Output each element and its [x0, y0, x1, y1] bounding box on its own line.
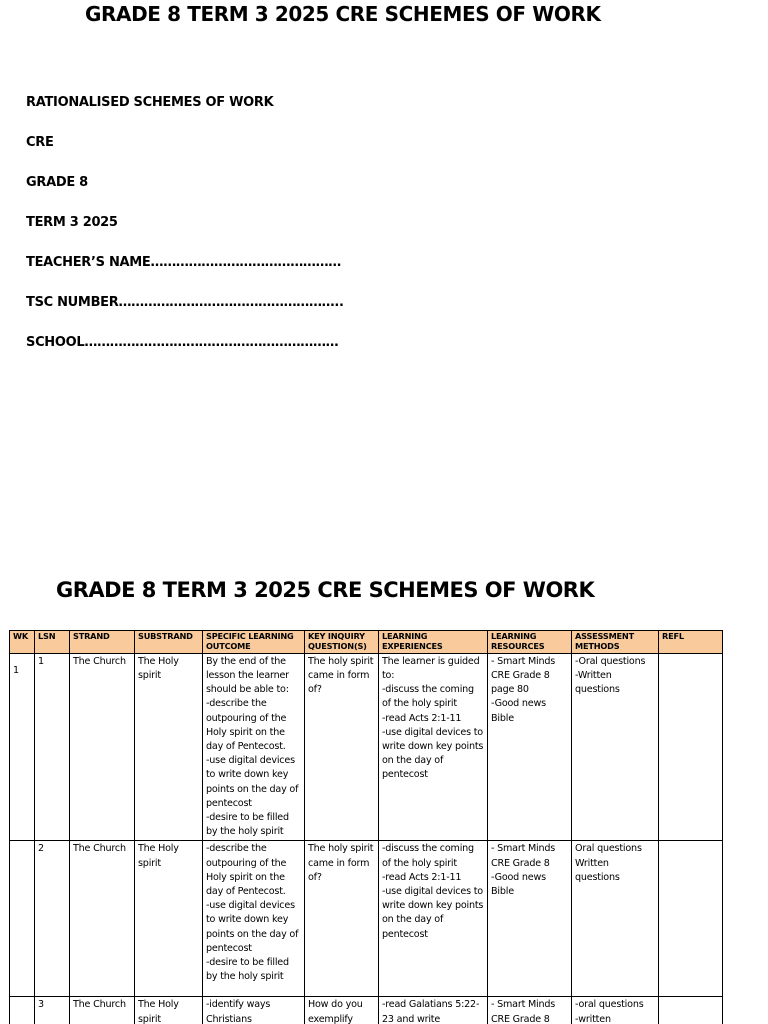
cell-strand: The Church — [70, 653, 135, 841]
table-title: GRADE 8 TERM 3 2025 CRE SCHEMES OF WORK — [56, 578, 595, 602]
cell-lsn: 1 — [35, 653, 70, 841]
week-number: 1 — [13, 664, 19, 676]
cell-experiences: -discuss the coming of the holy spirit -read Acts 2:1-11 -use digital devices to write down key points on the day of pentecost — [379, 841, 488, 997]
cell-experiences: The learner is guided to: -discuss the coming of the holy spirit -read Acts 2:1-11 -use digital devices to write down key points on the day of pentecost — [379, 653, 488, 841]
cell-substrand: The Holy spirit — [135, 653, 203, 841]
cell-resources: - Smart Minds CRE Grade 8 page 80 -Good news Bible — [488, 653, 572, 841]
cell-wk — [10, 997, 35, 1024]
cell-strand: The Church — [70, 997, 135, 1024]
table-row — [10, 653, 723, 841]
cell-substrand: The Holy spirit — [135, 841, 203, 997]
table-row — [10, 841, 723, 997]
cover-grade: GRADE 8 — [26, 175, 88, 190]
table-header-row — [10, 631, 723, 654]
col-header-strand: STRAND — [70, 631, 135, 654]
cell-resources: - Smart Minds CRE Grade 8 -Good news Bible — [488, 841, 572, 997]
page-title: GRADE 8 TERM 3 2025 CRE SCHEMES OF WORK — [85, 2, 601, 26]
cell-strand: The Church — [70, 841, 135, 997]
col-header-assessment: ASSESSMENT METHODS — [572, 631, 659, 654]
cover-tsc-number: TSC NUMBER…………………………………………….. — [26, 295, 344, 310]
cell-question: The holy spirit came in form of? — [305, 653, 379, 841]
cell-substrand: The Holy spirit — [135, 997, 203, 1024]
cell-outcome: -identify ways Christians — [203, 997, 305, 1024]
cover-subject: CRE — [26, 135, 54, 150]
cell-assessment: -oral questions -written — [572, 997, 659, 1024]
cover-term: TERM 3 2025 — [26, 215, 118, 230]
cell-outcome: -describe the outpouring of the Holy spirit on the day of Pentecost. -use digital devices to write down key points on the day of pentecost -desire to be filled by the holy spirit — [203, 841, 305, 997]
col-header-resources: LEARNING RESOURCES — [488, 631, 572, 654]
col-header-outcome: SPECIFIC LEARNING OUTCOME — [203, 631, 305, 654]
cell-lsn: 3 — [35, 997, 70, 1024]
cell-outcome: By the end of the lesson the learner should be able to: -describe the outpouring of the Holy spirit on the day of Pentecost. -use digital devices to write down key points on the day of pentecost -desire to be filled by the holy spirit — [203, 653, 305, 841]
col-header-lsn: LSN — [35, 631, 70, 654]
col-header-refl: REFL — [659, 631, 723, 654]
table-row — [10, 997, 723, 1024]
cell-refl — [659, 653, 723, 841]
cell-question: The holy spirit came in form of? — [305, 841, 379, 997]
cover-school: SCHOOL…………………………………………………… — [26, 335, 339, 350]
cell-lsn: 2 — [35, 841, 70, 997]
col-header-wk: WK — [10, 631, 35, 654]
col-header-substrand: SUBSTRAND — [135, 631, 203, 654]
cell-assessment: -Oral questions -Written questions — [572, 653, 659, 841]
col-header-experiences: LEARNING EXPERIENCES — [379, 631, 488, 654]
cell-refl — [659, 997, 723, 1024]
cell-wk — [10, 841, 35, 997]
cell-resources: - Smart Minds CRE Grade 8 — [488, 997, 572, 1024]
cell-experiences: -read Galatians 5:22-23 and write — [379, 997, 488, 1024]
cover-heading-rationalised: RATIONALISED SCHEMES OF WORK — [26, 95, 274, 110]
col-header-question: KEY INQUIRY QUESTION(S) — [305, 631, 379, 654]
cover-teacher-name: TEACHER’S NAME……………………………………… — [26, 255, 342, 270]
schemes-of-work-table — [9, 630, 723, 1024]
cell-refl — [659, 841, 723, 997]
cell-wk — [10, 653, 35, 841]
cell-question: How do you exemplify — [305, 997, 379, 1024]
cell-assessment: Oral questions Written questions — [572, 841, 659, 997]
